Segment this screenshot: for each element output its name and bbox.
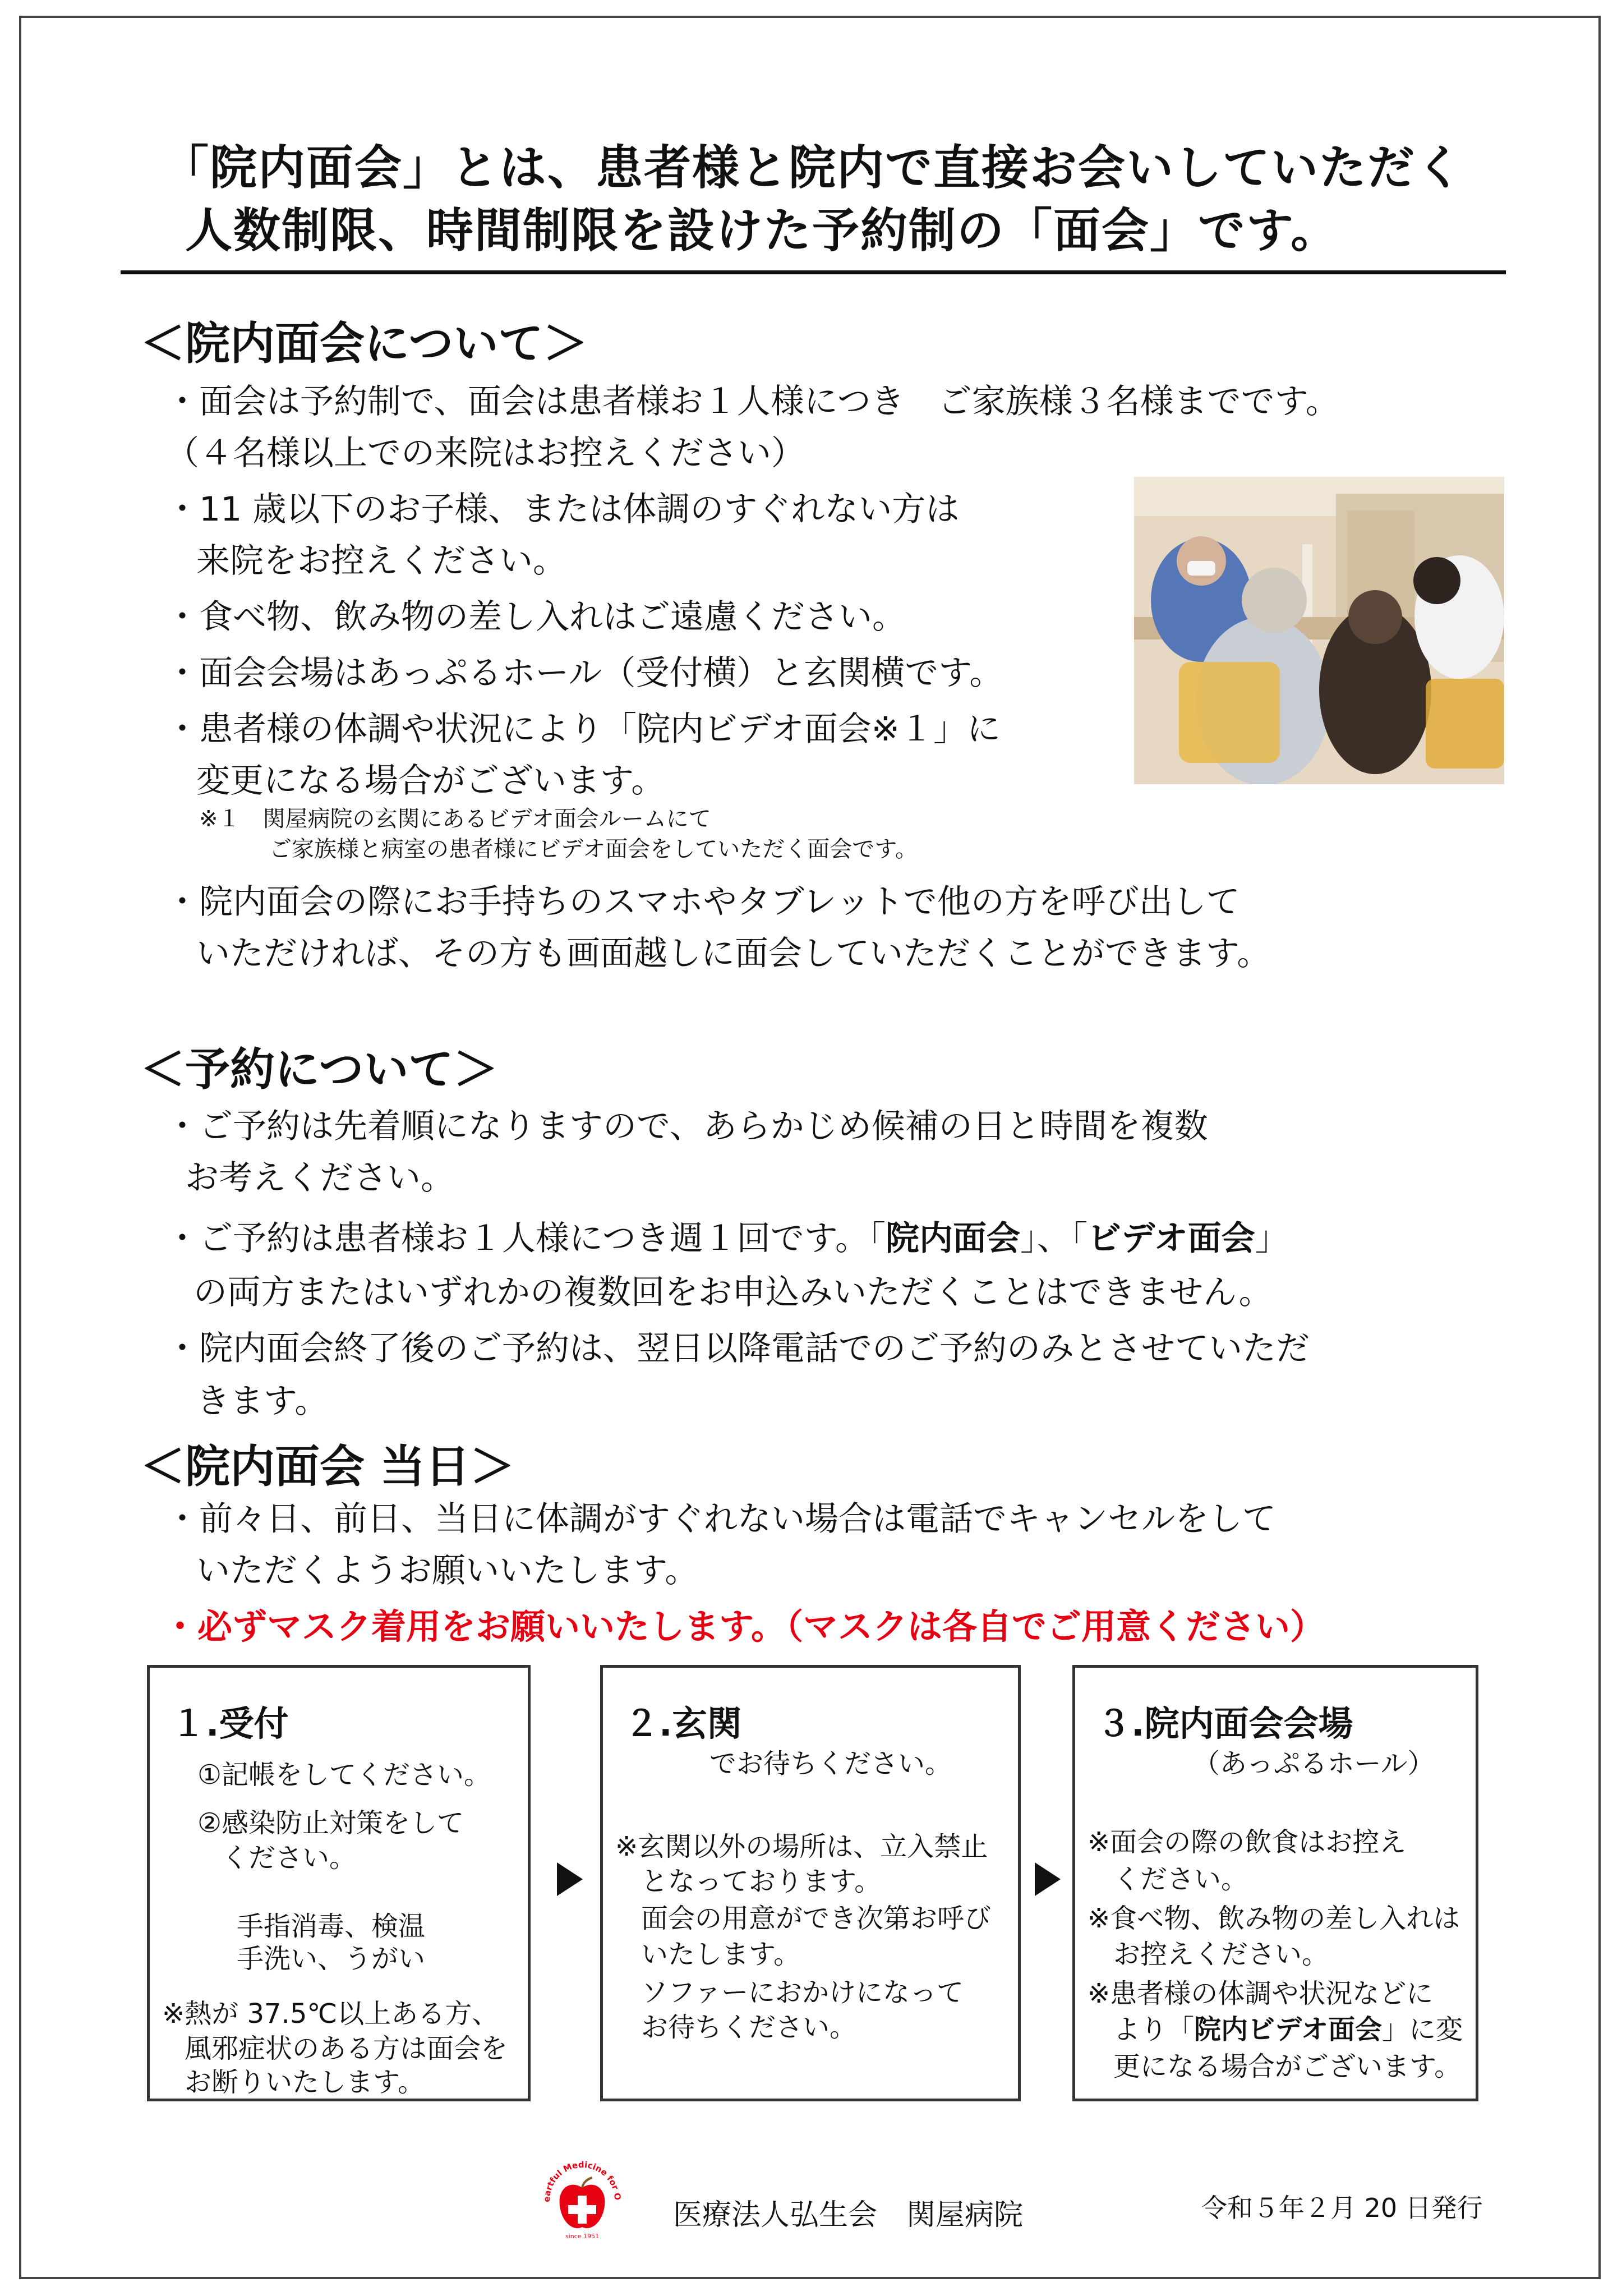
about-footnote-line2: ご家族様と病室の患者様にビデオ面会をしていただく面会です。 (269, 836, 918, 862)
reserve-bullet-2-text-a: ・ご予約は患者様お１人様につき週１回です。「 (165, 1219, 886, 1258)
step-1-line7: 風邪症状のある方は面会を (185, 2033, 508, 2064)
visit-photo-illustration (1134, 477, 1504, 784)
step-arrow-2 (1035, 1862, 1061, 1896)
step-2-line1: でお待ちください。 (709, 1748, 952, 1779)
reserve-bullet-2-line1 (165, 1212, 1289, 1260)
hospital-logo (537, 2153, 627, 2243)
step-3-line7-a: より「 (1113, 2014, 1195, 2045)
about-bullet-1-line1: ・面会は予約制で、面会は患者様お１人様につき ご家族様３名様までです。 (165, 382, 1339, 421)
step-1-line5: 手洗い、うがい (237, 1943, 426, 1975)
day-bullet-1-line1: ・前々日、前日、当日に体調がすぐれない場合は電話でキャンセルをして (165, 1499, 1276, 1539)
step-1-line1: ①記帳をしてください。 (197, 1759, 491, 1791)
about-bullet-5-line2: 変更になる場合がございます。 (196, 761, 665, 800)
about-bullet-2-line1: ・11 歳以下のお子様、または体調のすぐれない方は (165, 490, 960, 529)
reserve-bullet-2-text-e: 」 (1255, 1219, 1289, 1258)
step-3-line2: ※面会の際の飲食はお控え (1088, 1826, 1407, 1858)
reserve-bullet-3-line1: ・院内面会終了後のご予約は、翌日以降電話でのご予約のみとさせていただ (165, 1329, 1310, 1368)
step-2-line7: お待ちください。 (641, 2012, 857, 2043)
step-1-line6: ※熱が 37.5℃以上ある方、 (162, 1998, 499, 2030)
svg-text:Heartful Medicine for Old: eartful Medicine for O (541, 2159, 623, 2202)
reserve-bullet-2-bold-d: ビデオ面会 (1088, 1219, 1255, 1258)
day-bullet-1-line2: いただくようお願いいたします。 (196, 1551, 699, 1590)
about-bullet-2-line2: 来院をお控えください。 (196, 541, 566, 581)
step-3-line3: ください。 (1113, 1864, 1248, 1895)
section-title-reserve: ＜予約について＞ (140, 1043, 499, 1096)
reserve-bullet-2-text-c: 」、「 (1020, 1219, 1088, 1258)
about-bullet-5-line1: ・患者様の体調や状況により「院内ビデオ面会※１」に (165, 710, 1001, 749)
step-1-line3: ください。 (222, 1842, 357, 1874)
about-bullet-1-line2: （４名様以上での来院はお控えください） (165, 434, 805, 473)
step-arrow-1 (557, 1862, 583, 1896)
step-3-line5: お控えください。 (1113, 1939, 1329, 1970)
step-1-line8: お断りいたします。 (185, 2067, 425, 2098)
step-2-line5: いたします。 (641, 1939, 801, 1970)
hospital-logo-mark (537, 2153, 627, 2243)
reserve-bullet-3-line2: きます。 (196, 1382, 329, 1421)
reserve-bullet-2-line2: の両方またはいずれかの複数回をお申込みいただくことはできません。 (193, 1273, 1273, 1312)
reserve-bullet-2-bold-a: 院内面会 (886, 1219, 1020, 1258)
headline-line2: 人数制限、時間制限を設けた予約制の「面会」です。 (185, 203, 1339, 258)
step-3-line7-c: 」に変 (1382, 2014, 1463, 2045)
step-3-line6: ※患者様の体調や状況などに (1088, 1978, 1434, 2009)
logo-since: since 1951 (565, 2233, 600, 2240)
step-2-title: ２.玄関 (624, 1703, 742, 1744)
headline-line1: 「院内面会」とは、患者様と院内で直接お会いしていただく (162, 140, 1464, 195)
step-3-line7 (1113, 2008, 1463, 2046)
about-bullet-6-line1: ・院内面会の際にお手持ちのスマホやタブレットで他の方を呼び出して (165, 882, 1240, 922)
reserve-bullet-1-line1: ・ご予約は先着順になりますので、あらかじめ候補の日と時間を複数 (165, 1107, 1208, 1146)
step-box-venue (1072, 1665, 1478, 2101)
about-bullet-6-line2: いただければ、その方も画面越しに面会していただくことができます。 (196, 934, 1271, 973)
step-2-line3: となっております。 (641, 1866, 882, 1897)
step-1-line2: ②感染防止対策をして (197, 1807, 464, 1839)
headline-divider (121, 270, 1506, 274)
section-title-day: ＜院内面会 当日＞ (140, 1441, 515, 1493)
step-2-line2: ※玄関以外の場所は、立入禁止 (615, 1831, 988, 1862)
step-box-entrance (600, 1665, 1021, 2101)
step-3-line8: 更になる場合がございます。 (1113, 2051, 1462, 2082)
reserve-bullet-1-line2: お考えください。 (185, 1158, 454, 1198)
about-bullet-3: ・食べ物、飲み物の差し入れはご遠慮ください。 (165, 597, 906, 637)
step-1-line4: 手指消毒、検温 (237, 1911, 426, 1942)
day-mask-notice: ・必ずマスク着用をお願いいたします。（マスクは各自でご用意ください） (163, 1606, 1325, 1647)
section-title-about: ＜院内面会について＞ (140, 318, 588, 370)
about-bullet-4: ・面会会場はあっぷるホール（受付横）と玄関横です。 (165, 654, 1003, 693)
step-3-line7-bold: 院内ビデオ面会 (1194, 2014, 1383, 2045)
visit-photo (1134, 477, 1504, 784)
step-2-line6: ソファーにおかけになって (641, 1977, 964, 2008)
step-3-title: ３.院内面会会場 (1096, 1703, 1353, 1744)
footer-issue-date: 令和５年２月 20 日発行 (1201, 2193, 1483, 2223)
step-2-line4: 面会の用意ができ次第お呼び (641, 1903, 992, 1934)
step-3-line1: （あっぷるホール） (1193, 1748, 1435, 1779)
step-box-reception (147, 1665, 531, 2101)
about-footnote-line1: ※１ 関屋病院の玄関にあるビデオ面会ルームにて (199, 806, 711, 832)
step-1-title: １.受付 (171, 1703, 289, 1744)
step-3-line4: ※食べ物、飲み物の差し入れは (1088, 1903, 1460, 1934)
footer-organization: 医療法人弘生会 関屋病院 (673, 2198, 1024, 2232)
